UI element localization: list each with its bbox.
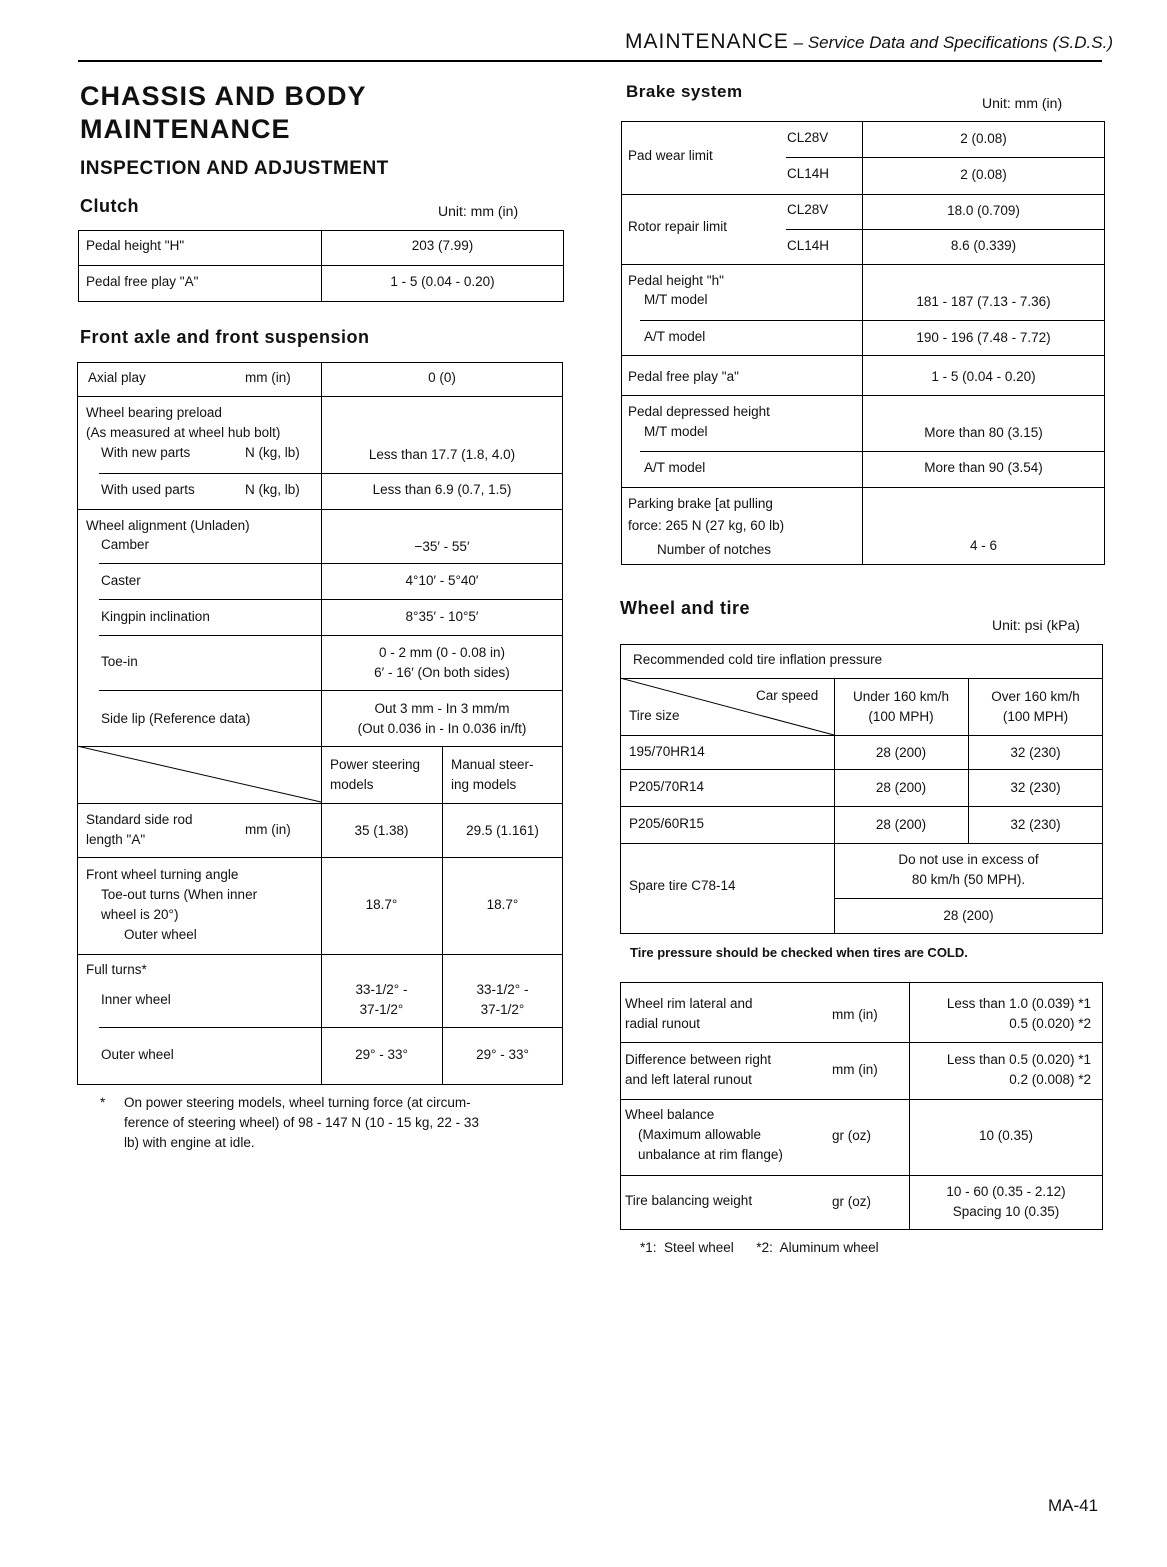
- diff-runout-value-steel: Less than 0.5 (0.020) *1: [946, 1052, 1091, 1067]
- power-steering-header: Power steering: [330, 757, 421, 772]
- pad-cl28v: CL28V: [787, 130, 829, 145]
- header-dash: –: [788, 33, 808, 52]
- balance-label-line3: unbalance at rim flange): [638, 1147, 783, 1162]
- weight-unit: gr (oz): [832, 1194, 872, 1209]
- tire-over-value: 32 (230): [1010, 817, 1061, 832]
- outer-wheel-label: Outer wheel: [124, 927, 197, 942]
- toe-out-label: Toe-out turns (When inner: [101, 887, 258, 902]
- divider: [640, 320, 1105, 321]
- depressed-at-value: More than 90 (3.54): [924, 460, 1043, 475]
- side-rod-manual: 29.5 (1.161): [466, 823, 539, 838]
- over-160-header-mph: (100 MPH): [1002, 709, 1069, 724]
- divider: [620, 769, 1103, 770]
- free-play-label: Pedal free play "a": [628, 369, 739, 384]
- header-section: MAINTENANCE: [625, 30, 789, 53]
- divider: [99, 599, 563, 600]
- footnote-line2: ference of steering wheel) of 98 - 147 N (10 - 15 kg, 22 - 33: [124, 1115, 479, 1130]
- divider: [621, 355, 1105, 356]
- depressed-label: Pedal depressed height: [628, 404, 770, 419]
- side-lip-label: Side lip (Reference data): [101, 711, 251, 726]
- depressed-mt-label: M/T model: [644, 424, 708, 439]
- divider: [620, 1042, 1103, 1043]
- divider: [640, 451, 1105, 452]
- balance-label-line2: (Maximum allowable: [638, 1127, 762, 1142]
- rotor-cl14h-value: 8.6 (0.339): [950, 238, 1017, 253]
- divider: [99, 563, 563, 564]
- camber-value: −35′ - 55′: [414, 539, 470, 554]
- divider: [99, 690, 563, 691]
- side-lip-value-imperial: (Out 0.036 in - In 0.036 in/ft): [357, 721, 527, 736]
- outer-power: 29° - 33°: [355, 1047, 408, 1062]
- pedal-height-at-label: A/T model: [644, 329, 706, 344]
- under-160-header-mph: (100 MPH): [868, 709, 934, 724]
- clutch-row-value: 203 (7.99): [411, 238, 474, 253]
- wheel-footnote: *1: Steel wheel *2: Aluminum wheel: [640, 1240, 879, 1255]
- pedal-height-at-value: 190 - 196 (7.48 - 7.72): [916, 330, 1051, 345]
- diff-runout-label-line2: and left lateral runout: [625, 1072, 752, 1087]
- divider: [620, 1175, 1103, 1176]
- spare-note: Do not use in excess of: [898, 852, 1039, 867]
- tire-size: P205/60R15: [629, 816, 705, 831]
- divider: [786, 229, 1105, 230]
- inner-power: 33-1/2° -: [355, 982, 408, 997]
- full-turns-label: Full turns*: [86, 962, 147, 977]
- tire-under-value: 28 (200): [875, 817, 927, 832]
- alignment-label: Wheel alignment (Unladen): [86, 518, 250, 533]
- tire-over-value: 32 (230): [1010, 745, 1061, 760]
- bearing-used-unit: N (kg, lb): [245, 482, 300, 497]
- kingpin-label: Kingpin inclination: [101, 609, 210, 624]
- side-rod-unit: mm (in): [245, 822, 291, 837]
- balance-label: Wheel balance: [625, 1107, 715, 1122]
- tire-under-value: 28 (200): [875, 745, 927, 760]
- divider: [77, 803, 563, 804]
- caster-value: 4°10′ - 5°40′: [405, 573, 479, 588]
- side-rod-label: Standard side rod: [86, 812, 193, 827]
- tire-size: P205/70R14: [629, 779, 705, 794]
- bearing-new-value: Less than 17.7 (1.8, 4.0): [368, 447, 516, 462]
- divider: [77, 396, 563, 397]
- diff-runout-label: Difference between right: [625, 1052, 772, 1067]
- depressed-at-label: A/T model: [644, 460, 706, 475]
- balance-unit: gr (oz): [832, 1128, 872, 1143]
- outer-manual: 29° - 33°: [476, 1047, 529, 1062]
- axial-play-unit: mm (in): [245, 370, 291, 385]
- depressed-mt-value: More than 80 (3.15): [924, 425, 1043, 440]
- pedal-height-mt-label: M/T model: [644, 292, 708, 307]
- divider: [442, 746, 443, 1085]
- rotor-cl28v-value: 18.0 (0.709): [947, 203, 1020, 218]
- turning-power: 18.7°: [365, 897, 398, 912]
- kingpin-value: 8°35′ - 10°5′: [405, 609, 479, 624]
- over-160-header: Over 160 km/h: [991, 689, 1080, 704]
- balance-value: 10 (0.35): [978, 1128, 1034, 1143]
- bearing-used-label: With used parts: [101, 482, 195, 497]
- footnote-star: *: [100, 1095, 106, 1110]
- footnote-line1: On power steering models, wheel turning force (at circum-: [124, 1095, 471, 1110]
- inner-manual: 33-1/2° -: [476, 982, 529, 997]
- brake-unit: Unit: mm (in): [982, 95, 1063, 111]
- weight-value: 10 - 60 (0.35 - 2.12): [946, 1184, 1066, 1199]
- section-title: INSPECTION AND ADJUSTMENT: [80, 158, 389, 179]
- pedal-height-label: Pedal height "h": [628, 273, 724, 288]
- bearing-used-value: Less than 6.9 (0.7, 1.5): [372, 482, 512, 497]
- spare-note-line2: 80 km/h (50 MPH).: [911, 872, 1026, 887]
- rim-runout-label-line2: radial runout: [625, 1016, 701, 1031]
- turning-manual: 18.7°: [486, 897, 519, 912]
- parking-value: 4 - 6: [969, 538, 997, 553]
- inner-power-line2: 37-1/2°: [359, 1002, 404, 1017]
- toe-in-angle: 6′ - 16′ (On both sides): [374, 665, 510, 680]
- divider: [621, 487, 1105, 488]
- clutch-row-value: 1 - 5 (0.04 - 0.20): [390, 274, 495, 289]
- toe-in-value: 0 - 2 mm (0 - 0.08 in): [378, 645, 506, 660]
- side-rod-power: 35 (1.38): [354, 823, 409, 838]
- turning-angle-label: Front wheel turning angle: [86, 867, 239, 882]
- divider: [99, 635, 563, 636]
- divider: [834, 898, 1103, 899]
- pedal-height-mt-value: 181 - 187 (7.13 - 7.36): [916, 294, 1051, 309]
- page-title: [80, 80, 367, 146]
- page-title-line2: MAINTENANCE: [80, 114, 291, 144]
- brake-title: Brake system: [626, 82, 743, 101]
- diff-runout-unit: mm (in): [832, 1062, 878, 1077]
- rotor-cl28v: CL28V: [787, 202, 829, 217]
- page-number: MA-41: [1048, 1496, 1099, 1515]
- header-subtitle: Service Data and Specifications (S.D.S.): [807, 33, 1113, 52]
- toe-out-label-line2: wheel is 20°): [101, 907, 179, 922]
- tire-under-value: 28 (200): [875, 780, 927, 795]
- axial-play-label: Axial play: [88, 370, 146, 385]
- side-rod-label-line2: length "A": [86, 832, 146, 847]
- under-160-header: Under 160 km/h: [852, 689, 950, 704]
- footnote-line3: lb) with engine at idle.: [124, 1135, 255, 1150]
- weight-spacing: Spacing 10 (0.35): [952, 1204, 1060, 1219]
- divider: [620, 843, 1103, 844]
- clutch-row-label: Pedal height "H": [86, 238, 185, 253]
- outer-wheel-full-label: Outer wheel: [101, 1047, 174, 1062]
- divider: [621, 264, 1105, 265]
- rim-runout-value-steel: Less than 1.0 (0.039) *1: [946, 996, 1091, 1011]
- toe-in-label: Toe-in: [101, 654, 138, 669]
- bearing-label-note: (As measured at wheel hub bolt): [86, 425, 281, 440]
- manual-steering-header-line2: ing models: [451, 777, 517, 792]
- bearing-label: Wheel bearing preload: [86, 405, 222, 420]
- rim-runout-value-aluminum: 0.5 (0.020) *2: [1009, 1016, 1091, 1031]
- inner-manual-line2: 37-1/2°: [480, 1002, 525, 1017]
- wheel-tire-title: Wheel and tire: [620, 598, 751, 618]
- divider: [77, 509, 563, 510]
- wheel-tire-unit: Unit: psi (kPa): [992, 617, 1080, 633]
- divider: [77, 857, 563, 858]
- rotor-cl14h: CL14H: [787, 238, 830, 253]
- tire-size: 195/70HR14: [629, 744, 705, 759]
- clutch-row-label: Pedal free play "A": [86, 274, 199, 289]
- tire-over-value: 32 (230): [1010, 780, 1061, 795]
- clutch-unit: Unit: mm (in): [438, 203, 519, 219]
- pad-cl28v-value: 2 (0.08): [960, 131, 1007, 146]
- diff-runout-value-aluminum: 0.2 (0.008) *2: [1009, 1072, 1091, 1087]
- side-lip-value: Out 3 mm - In 3 mm/m: [374, 701, 510, 716]
- divider: [77, 954, 563, 955]
- bearing-new-unit: N (kg, lb): [245, 445, 300, 460]
- rim-runout-label: Wheel rim lateral and: [625, 996, 753, 1011]
- parking-force: force: 265 N (27 kg, 60 lb): [628, 518, 785, 533]
- divider: [786, 157, 1105, 158]
- clutch-title: Clutch: [80, 196, 139, 216]
- pad-wear-label: Pad wear limit: [628, 148, 713, 163]
- camber-label: Camber: [101, 537, 150, 552]
- rim-runout-unit: mm (in): [832, 1007, 878, 1022]
- rotor-label: Rotor repair limit: [628, 219, 728, 234]
- bearing-new-label: With new parts: [101, 445, 191, 460]
- pad-cl14h-value: 2 (0.08): [960, 167, 1007, 182]
- spare-value: 28 (200): [943, 908, 994, 923]
- spare-tire-label: Spare tire C78-14: [629, 878, 736, 893]
- divider: [621, 395, 1105, 396]
- divider: [99, 473, 563, 474]
- caster-label: Caster: [101, 573, 141, 588]
- header-rule: [78, 60, 1102, 62]
- tire-size-label: Tire size: [629, 708, 680, 723]
- pad-cl14h: CL14H: [787, 166, 830, 181]
- inner-wheel-label: Inner wheel: [101, 992, 171, 1007]
- axial-play-value: 0 (0): [428, 370, 456, 385]
- power-steering-header-line2: models: [330, 777, 374, 792]
- divider: [621, 194, 1105, 195]
- manual-steering-header: Manual steer-: [451, 757, 534, 772]
- parking-notches-label: Number of notches: [657, 542, 772, 557]
- parking-label: Parking brake [at pulling: [628, 496, 773, 511]
- divider: [620, 1099, 1103, 1100]
- car-speed-label: Car speed: [756, 688, 819, 703]
- divider: [99, 1027, 563, 1028]
- diagonal-divider: [77, 746, 322, 803]
- running-header: [625, 30, 1113, 54]
- front-axle-title: Front axle and front suspension: [80, 327, 370, 347]
- cold-note: Tire pressure should be checked when tires are COLD.: [630, 945, 968, 960]
- page-title-line1: CHASSIS AND BODY: [80, 81, 367, 111]
- recommended-label: Recommended cold tire inflation pressure: [633, 652, 883, 667]
- free-play-value: 1 - 5 (0.04 - 0.20): [931, 369, 1036, 384]
- divider: [620, 806, 1103, 807]
- weight-label: Tire balancing weight: [625, 1193, 753, 1208]
